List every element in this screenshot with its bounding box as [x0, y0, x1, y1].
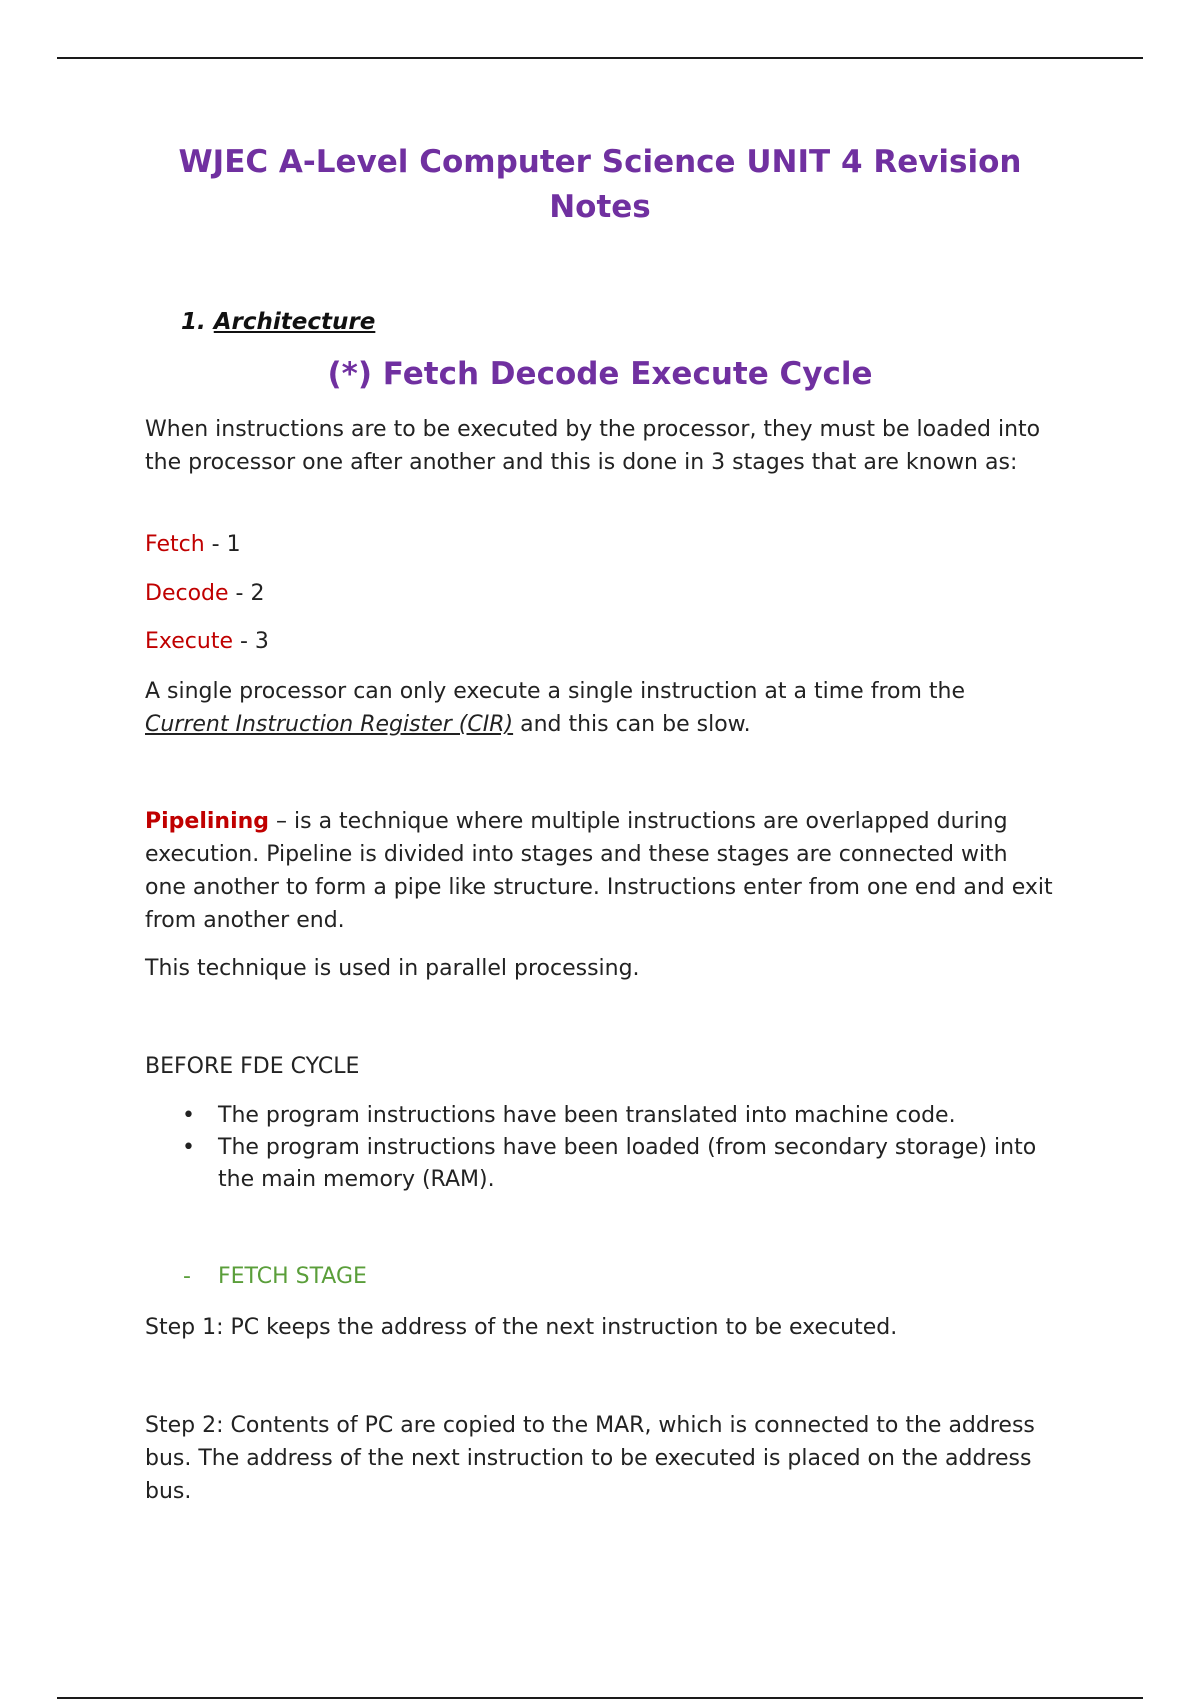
bottom-rule: [57, 1697, 1143, 1699]
stage-number: - 2: [228, 581, 265, 606]
title-line-1: WJEC A-Level Computer Science UNIT 4 Revision: [178, 144, 1022, 180]
document-title: [0, 140, 1200, 230]
title-line-2: Notes: [549, 189, 651, 225]
section-number: 1.: [181, 309, 206, 335]
single-processor-paragraph: [145, 675, 1055, 741]
top-rule: [57, 57, 1143, 59]
pipelining-term: Pipelining: [145, 809, 270, 834]
bullet-icon: •: [182, 1135, 195, 1160]
stage-execute: [145, 625, 1055, 658]
before-fde-list: [145, 1100, 1055, 1196]
section-label: Architecture: [213, 309, 376, 335]
list-item-text: The program instructions have been translated into machine code.: [218, 1103, 956, 1128]
before-fde-heading: BEFORE FDE CYCLE: [145, 1054, 360, 1079]
fetch-stage-label: FETCH STAGE: [218, 1264, 367, 1289]
step-2-paragraph: Step 2: Contents of PC are copied to the MAR, which is connected to the address bus. The address of the next instruction to be executed is placed on the address bus.: [145, 1413, 1035, 1504]
stage-decode: [145, 577, 1055, 610]
step-1-paragraph: Step 1: PC keeps the address of the next instruction to be executed.: [145, 1315, 898, 1340]
pipelining-definition: – is a technique where multiple instructions are overlapped during execution. Pipeline is divided into stages and these stages are connected with one another to form a pipe like structure. Instructions enter from one end and exit from another end.: [145, 809, 1053, 933]
intro-paragraph: When instructions are to be executed by the processor, they must be loaded into the processor one after another and this is done in 3 stages that are known as:: [145, 417, 1041, 475]
list-item: [145, 1100, 1055, 1132]
dash-marker: -: [183, 1264, 191, 1289]
subheading-fde-cycle: (*) Fetch Decode Execute Cycle: [327, 356, 873, 392]
parallel-paragraph: This technique is used in parallel processing.: [145, 956, 640, 981]
stage-number: - 3: [232, 629, 269, 654]
pipelining-paragraph: [145, 805, 1055, 937]
stage-number: - 1: [204, 532, 241, 557]
bullet-icon: •: [182, 1103, 195, 1128]
stage-fetch: [145, 528, 1055, 561]
stage-name: Fetch: [145, 532, 205, 557]
single-processor-text-2: and this can be slow.: [513, 712, 751, 737]
list-item-text: The program instructions have been loaded (from secondary storage) into the main memory (RAM).: [218, 1135, 1037, 1192]
list-item: [145, 1132, 1055, 1196]
cir-term: Current Instruction Register (CIR): [145, 712, 514, 737]
single-processor-text-1: A single processor can only execute a single instruction at a time from the: [145, 679, 965, 704]
stage-name: Decode: [145, 581, 229, 606]
section-heading-architecture: [181, 306, 375, 338]
stage-name: Execute: [145, 629, 233, 654]
